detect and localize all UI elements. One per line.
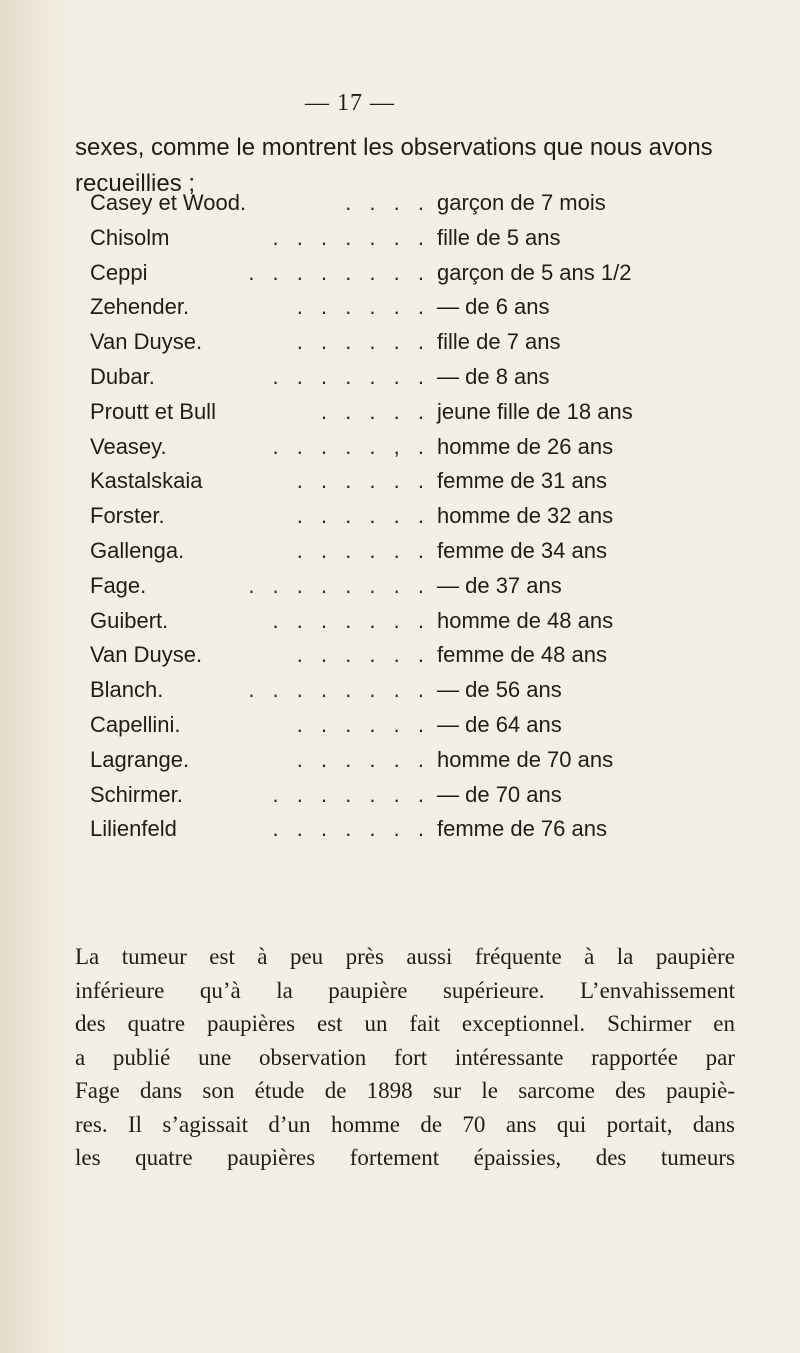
case-row bbox=[90, 812, 710, 847]
case-description: — de 70 ans bbox=[437, 781, 562, 807]
case-author: Lagrange. bbox=[90, 746, 190, 772]
case-row bbox=[90, 673, 710, 708]
leader-dots: . . . . . . . bbox=[272, 363, 430, 389]
case-row bbox=[90, 395, 710, 430]
case-description: homme de 26 ans bbox=[437, 433, 614, 459]
case-description: garçon de 5 ans 1/2 bbox=[437, 259, 632, 285]
case-description: — de 8 ans bbox=[437, 363, 550, 389]
case-author: Capellini. bbox=[90, 711, 181, 737]
case-description: — de 37 ans bbox=[437, 572, 562, 598]
leader-dots: . . . . . . . bbox=[272, 781, 430, 807]
leader-dots: . . . . . . bbox=[296, 503, 430, 529]
case-description: garçon de 7 mois bbox=[437, 190, 606, 215]
case-row bbox=[90, 325, 710, 360]
leader-dots: . . . . . . . . bbox=[248, 259, 430, 285]
case-row bbox=[90, 569, 710, 604]
case-author: Kastalskaia bbox=[90, 468, 203, 494]
leader-dots: . . . . bbox=[345, 190, 430, 215]
paragraph-line: les quatre paupières fortement épaissies, des tumeurs bbox=[75, 1145, 735, 1170]
case-author: Proutt et Bull bbox=[90, 398, 216, 424]
case-description: femme de 76 ans bbox=[437, 816, 607, 842]
case-description: — de 6 ans bbox=[437, 294, 550, 320]
intro-line: sexes, comme le montrent les observations que nous avons bbox=[75, 134, 713, 161]
leader-dots: . . . . . . . . bbox=[248, 677, 430, 703]
case-description: — de 56 ans bbox=[437, 677, 562, 703]
leader-dots: . . . . . . . bbox=[272, 816, 430, 842]
case-row bbox=[90, 743, 710, 778]
case-row bbox=[90, 464, 710, 499]
case-author: Guibert. bbox=[90, 607, 169, 633]
case-author: Van Duyse. bbox=[90, 642, 203, 668]
leader-dots: . . . . . . . . bbox=[248, 572, 430, 598]
paragraph-line: a publié une observation fort intéressante rapportée par bbox=[75, 1044, 735, 1070]
case-author: Ceppi bbox=[90, 259, 148, 285]
case-description: jeune fille de 18 ans bbox=[437, 398, 633, 424]
case-row bbox=[90, 256, 710, 291]
case-description: femme de 34 ans bbox=[437, 537, 607, 563]
case-row bbox=[90, 778, 710, 813]
case-row bbox=[90, 604, 710, 639]
case-author: Lilienfeld bbox=[90, 816, 177, 842]
leader-dots: . . . . . . bbox=[296, 468, 430, 494]
case-description: fille de 7 ans bbox=[437, 329, 561, 355]
case-description: homme de 70 ans bbox=[437, 746, 614, 772]
leader-dots: . . . . . . . bbox=[272, 607, 430, 633]
case-row bbox=[90, 499, 710, 534]
case-row bbox=[90, 430, 710, 465]
case-description: homme de 32 ans bbox=[437, 503, 614, 529]
case-row bbox=[90, 186, 710, 221]
leader-dots: . . . . . . bbox=[296, 746, 430, 772]
body-paragraph bbox=[75, 940, 735, 1175]
case-author: Forster. bbox=[90, 503, 165, 529]
case-row bbox=[90, 534, 710, 569]
leader-dots: . . . . . , . bbox=[272, 433, 430, 459]
leader-dots: . . . . . . bbox=[296, 642, 430, 668]
case-row bbox=[90, 638, 710, 673]
case-author: Chisolm bbox=[90, 224, 170, 250]
case-author: Blanch. bbox=[90, 677, 164, 703]
case-author: Schirmer. bbox=[90, 781, 183, 807]
paragraph-line: res. Il s’agissait d’un homme de 70 ans qui portait, dans bbox=[75, 1111, 735, 1137]
leader-dots: . . . . . . bbox=[296, 711, 430, 737]
paragraph-line: La tumeur est à peu près aussi fréquente à la paupière bbox=[75, 944, 735, 969]
case-description: femme de 31 ans bbox=[437, 468, 607, 494]
case-author: Veasey. bbox=[90, 433, 167, 459]
case-row bbox=[90, 221, 710, 256]
page-edge-shading bbox=[0, 0, 70, 1353]
leader-dots: . . . . . . . bbox=[272, 224, 430, 250]
case-author: Dubar. bbox=[90, 363, 155, 389]
case-author: Casey et Wood. bbox=[90, 190, 247, 215]
case-author: Fage. bbox=[90, 572, 147, 598]
case-list bbox=[90, 186, 710, 847]
leader-dots: . . . . . . bbox=[296, 537, 430, 563]
paragraph-line: Fage dans son étude de 1898 sur le sarcome des paupiè- bbox=[75, 1078, 735, 1103]
case-row bbox=[90, 290, 710, 325]
case-row bbox=[90, 708, 710, 743]
intro-line: recueillies ; bbox=[75, 170, 196, 197]
leader-dots: . . . . . . bbox=[296, 294, 430, 320]
paragraph-line: inférieure qu’à la paupière supérieure. L’envahissement bbox=[75, 977, 735, 1003]
case-row bbox=[90, 360, 710, 395]
case-author: Gallenga. bbox=[90, 537, 185, 563]
case-description: femme de 48 ans bbox=[437, 642, 607, 668]
case-author: Van Duyse. bbox=[90, 329, 203, 355]
case-author: Zehender. bbox=[90, 294, 190, 320]
case-description: — de 64 ans bbox=[437, 711, 562, 737]
page-number: — 17 — bbox=[305, 90, 395, 116]
case-description: homme de 48 ans bbox=[437, 607, 614, 633]
leader-dots: . . . . . bbox=[320, 398, 430, 424]
paragraph-line: des quatre paupières est un fait exceptionnel. Schirmer en bbox=[75, 1011, 735, 1036]
case-description: fille de 5 ans bbox=[437, 224, 561, 250]
leader-dots: . . . . . . bbox=[296, 329, 430, 355]
